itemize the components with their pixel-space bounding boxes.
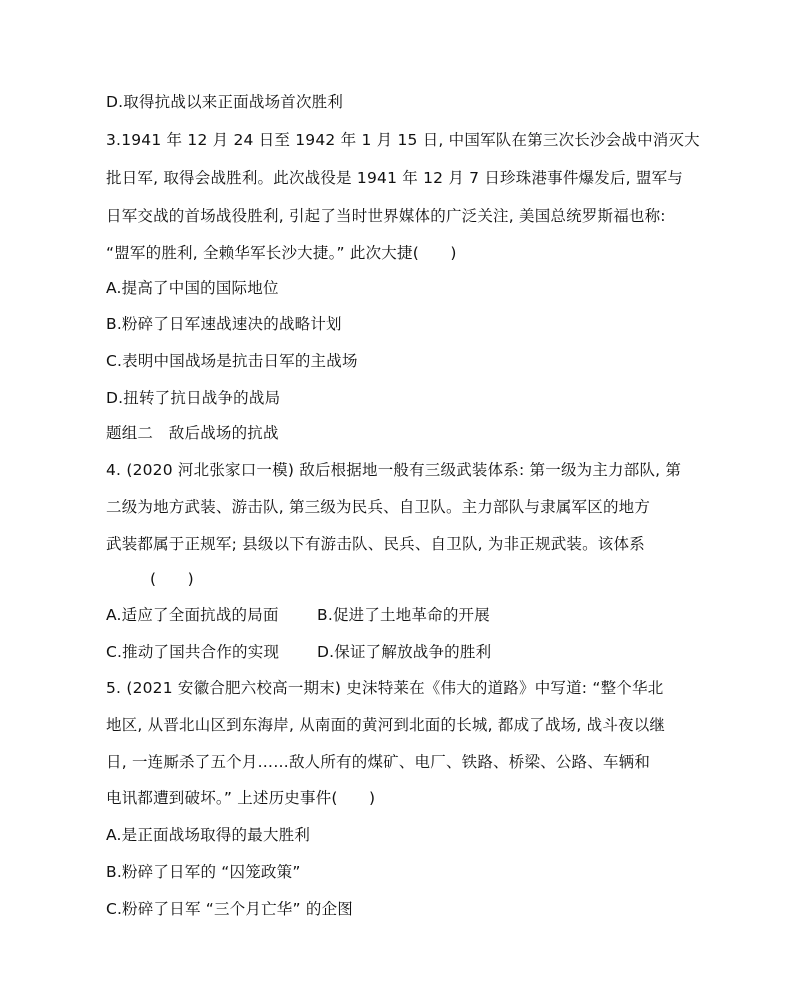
section-heading: 题组二 敌后战场的抗战 <box>106 424 279 442</box>
q5-stem-line-3: 日, 一连厮杀了五个月……敌人所有的煤矿、电厂、铁路、桥梁、公路、车辆和 <box>106 753 651 771</box>
q4-options-row-2 <box>106 641 492 663</box>
q5-stem-line-1: 5. (2021 安徽合肥六校高一期末) 史沫特莱在《伟大的道路》中写道: “整个华北 <box>106 679 664 697</box>
q4-options-row-1 <box>106 604 490 626</box>
q4-option-c: C.推动了国共合作的实现 <box>106 643 280 661</box>
q4-option-b: B.促进了土地革命的开展 <box>317 606 490 624</box>
q4-stem-line-1: 4. (2020 河北张家口一模) 敌后根据地一般有三级武装体系: 第一级为主力部队, 第 <box>106 461 682 479</box>
q4-option-a: A.适应了全面抗战的局面 <box>106 606 279 624</box>
q3-stem-line-2: 批日军, 取得会战胜利。此次战役是 1941 年 12 月 7 日珍珠港事件爆发后, 盟军与 <box>106 169 684 187</box>
q5-stem-line-4: 电讯都遭到破坏。” 上述历史事件( ) <box>106 789 376 807</box>
q4-option-d: D.保证了解放战争的胜利 <box>317 643 492 661</box>
q3-stem-line-3: 日军交战的首场战役胜利, 引起了当时世界媒体的广泛关注, 美国总统罗斯福也称: <box>106 207 666 225</box>
q3-option-b: B.粉碎了日军速战速决的战略计划 <box>106 315 342 333</box>
q5-option-b: B.粉碎了日军的 “囚笼政策” <box>106 863 301 881</box>
q3-stem-line-4: “盟军的胜利, 全赖华军长沙大捷。” 此次大捷( ) <box>106 244 457 262</box>
q4-answer-blank: ( ) <box>150 570 194 588</box>
q5-option-c: C.粉碎了日军 “三个月亡华” 的企图 <box>106 900 353 918</box>
q4-stem-line-2: 二级为地方武装、游击队, 第三级为民兵、自卫队。主力部队与隶属军区的地方 <box>106 498 651 516</box>
q3-stem-line-1: 3.1941 年 12 月 24 日至 1942 年 1 月 15 日, 中国军队在第三次长沙会战中消灭大 <box>106 131 700 149</box>
q3-option-a: A.提高了中国的国际地位 <box>106 279 279 297</box>
q4-stem-line-3: 武装都属于正规军; 县级以下有游击队、民兵、自卫队, 为非正规武装。该体系 <box>106 535 645 553</box>
q5-stem-line-2: 地区, 从晋北山区到东海岸, 从南面的黄河到北面的长城, 都成了战场, 战斗夜以继 <box>106 716 666 734</box>
q3-option-d: D.扭转了抗日战争的战局 <box>106 389 281 407</box>
q2-option-d: D.取得抗战以来正面战场首次胜利 <box>106 93 344 111</box>
q3-option-c: C.表明中国战场是抗击日军的主战场 <box>106 352 358 370</box>
q5-option-a: A.是正面战场取得的最大胜利 <box>106 826 311 844</box>
